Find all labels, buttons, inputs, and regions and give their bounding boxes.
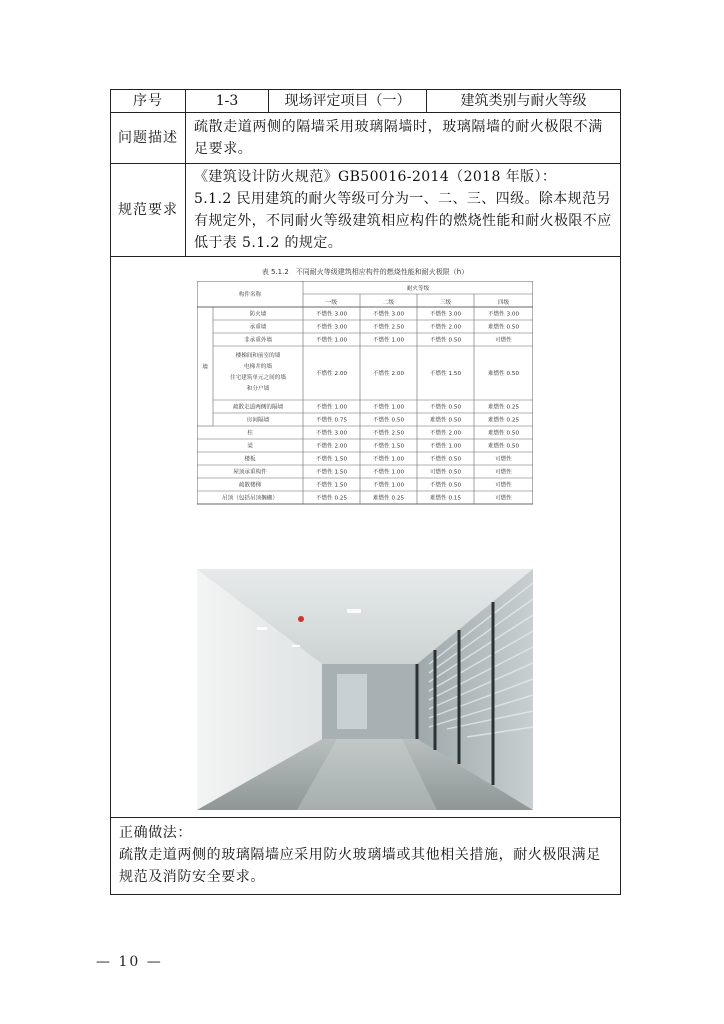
table-cell-value: 不燃性 2.50 <box>372 430 405 437</box>
table-row-name: 防火墙 <box>249 311 267 318</box>
fix-text: 疏散走道两侧的玻璃隔墙应采用防火玻璃墙或其他相关措施，耐火极限满足规范及消防安全要求。 <box>119 847 601 885</box>
table-cell-value: 不燃性 2.00 <box>429 324 462 331</box>
problem-row <box>111 113 620 164</box>
table-grade-header: 四级 <box>497 300 510 306</box>
table-cell-value: 难燃性 0.25 <box>487 417 520 424</box>
table-head-component: 构件名称 <box>238 292 262 298</box>
inspection-table <box>110 89 621 895</box>
table-cell-value: 不燃性 0.50 <box>429 456 462 463</box>
table-cell-value: 不燃性 0.50 <box>429 404 462 411</box>
table-group-wall: 墙 <box>202 364 208 371</box>
table-grade-header: 二级 <box>382 300 395 306</box>
table-cell-value: 不燃性 1.00 <box>315 404 348 411</box>
table-cell-value: 不燃性 3.00 <box>372 311 405 318</box>
table-row-name: 房间隔墙 <box>246 417 270 424</box>
spec-text: 5.1.2 民用建筑的耐火等级可分为一、二、三、四级。除本规范另有规定外，不同耐火等级建筑相应构件的燃烧性能和耐火极限不应低于表 5.1.2 的规定。 <box>194 191 612 251</box>
table-cell-value: 难燃性 0.25 <box>487 404 520 411</box>
fix-label: 正确做法： <box>119 825 192 841</box>
page-number: — 10 — <box>96 954 163 970</box>
table-cell-value: 不燃性 1.00 <box>372 482 405 489</box>
code-table-image <box>197 265 533 545</box>
table-cell-value: 不燃性 1.50 <box>315 456 348 463</box>
table-cell-value: 可燃性 0.50 <box>429 469 462 476</box>
spec-source: 《建筑设计防火规范》GB50016-2014（2018 年版）： <box>194 169 557 185</box>
table-cell-value: 不燃性 1.50 <box>372 443 405 450</box>
problem-label: 问题描述 <box>118 130 178 146</box>
seq-label: 序号 <box>133 93 163 109</box>
table-cell-value: 难燃性 0.50 <box>487 324 520 331</box>
table-cell-value: 不燃性 3.00 <box>429 311 462 318</box>
table-cell-value: 不燃性 1.50 <box>315 482 348 489</box>
table-row-name: 吊顶（包括吊顶搁栅） <box>222 495 278 502</box>
table-cell-value: 可燃性 <box>495 495 512 502</box>
corridor-photo-illustration <box>197 569 533 810</box>
table-row-name: 屋顶承重构件 <box>233 469 267 476</box>
evidence-row <box>111 257 620 818</box>
spec-row <box>111 164 620 257</box>
table-cell-value: 不燃性 1.00 <box>315 337 348 344</box>
table-cell-value: 可燃性 <box>495 337 512 344</box>
table-cell-value: 不燃性 3.00 <box>315 311 348 318</box>
table-cell-value: 不燃性 2.00 <box>315 443 348 450</box>
table-cell-value: 不燃性 2.00 <box>372 371 405 377</box>
table-cell-value: 不燃性 1.00 <box>372 456 405 463</box>
table-row-name-line: 电梯井的墙 <box>244 364 272 370</box>
table-cell-value: 不燃性 0.25 <box>315 495 348 502</box>
code-table-grid <box>197 281 533 545</box>
problem-text: 疏散走道两侧的隔墙采用玻璃隔墙时，玻璃隔墙的耐火极限不满足要求。 <box>185 113 620 163</box>
table-cell-value: 不燃性 3.00 <box>315 430 348 437</box>
table-cell-value: 不燃性 0.50 <box>372 417 405 424</box>
table-grade-header: 三级 <box>439 300 452 306</box>
table-cell-value: 难燃性 0.50 <box>487 371 520 377</box>
table-row-name: 疏散走道两侧的隔墙 <box>232 404 284 411</box>
seq-value: 1-3 <box>185 90 268 112</box>
table-head-grade: 耐火等级 <box>406 286 430 292</box>
table-cell-value: 可燃性 <box>495 482 512 489</box>
table-cell-value: 难燃性 0.50 <box>487 430 520 437</box>
fix-section <box>111 818 620 894</box>
table-cell-value: 不燃性 3.00 <box>315 324 348 331</box>
table-cell-value: 不燃性 0.75 <box>315 417 348 424</box>
table-cell-value: 难燃性 0.50 <box>487 443 520 450</box>
category-value: 建筑类别与耐火等级 <box>426 90 620 112</box>
table-row-name: 承重墙 <box>249 324 267 331</box>
header-row <box>111 90 620 113</box>
table-cell-value: 不燃性 2.00 <box>429 430 462 437</box>
table-cell-value: 不燃性 1.00 <box>429 443 462 450</box>
table-cell-value: 不燃性 2.50 <box>372 324 405 331</box>
table-cell-value: 不燃性 1.00 <box>372 469 405 476</box>
code-table-caption: 表 5.1.2 不同耐火等级建筑相应构件的燃烧性能和耐火极限（h） <box>261 268 469 276</box>
table-cell-value: 不燃性 2.00 <box>315 371 348 377</box>
spec-body <box>185 164 620 256</box>
table-cell-value: 可燃性 <box>495 456 512 463</box>
table-cell-value: 难燃性 0.25 <box>372 495 405 502</box>
table-row-name-line: 住宅建筑单元之间的墙 <box>230 375 286 381</box>
table-row-name-line: 和分户墙 <box>246 386 270 392</box>
table-grade-header: 一级 <box>325 300 338 306</box>
fix-row <box>111 818 620 894</box>
table-cell-value: 不燃性 1.00 <box>372 337 405 344</box>
table-cell-value: 可燃性 <box>495 469 512 476</box>
table-cell-value: 不燃性 3.00 <box>487 311 520 318</box>
table-cell-value: 不燃性 1.50 <box>315 469 348 476</box>
table-cell-value: 不燃性 1.00 <box>372 404 405 411</box>
table-cell-value: 不燃性 0.50 <box>429 337 462 344</box>
table-cell-value: 不燃性 1.50 <box>429 371 462 377</box>
table-row-name-line: 楼梯间和前室的墙 <box>235 353 281 359</box>
table-cell-value: 难燃性 0.15 <box>429 495 462 502</box>
table-cell-value: 不燃性 0.50 <box>429 482 462 489</box>
table-row-name: 非承重外墙 <box>244 337 272 344</box>
table-row-name: 楼板 <box>244 456 256 463</box>
table-row-name: 梁 <box>247 443 253 450</box>
table-cell-value: 难燃性 0.50 <box>429 417 462 424</box>
item-label: 现场评定项目（一） <box>268 90 426 112</box>
table-row-name: 柱 <box>247 430 253 437</box>
corridor-photo <box>197 569 533 810</box>
spec-label: 规范要求 <box>118 202 178 218</box>
table-row-name: 疏散楼梯 <box>238 482 262 489</box>
